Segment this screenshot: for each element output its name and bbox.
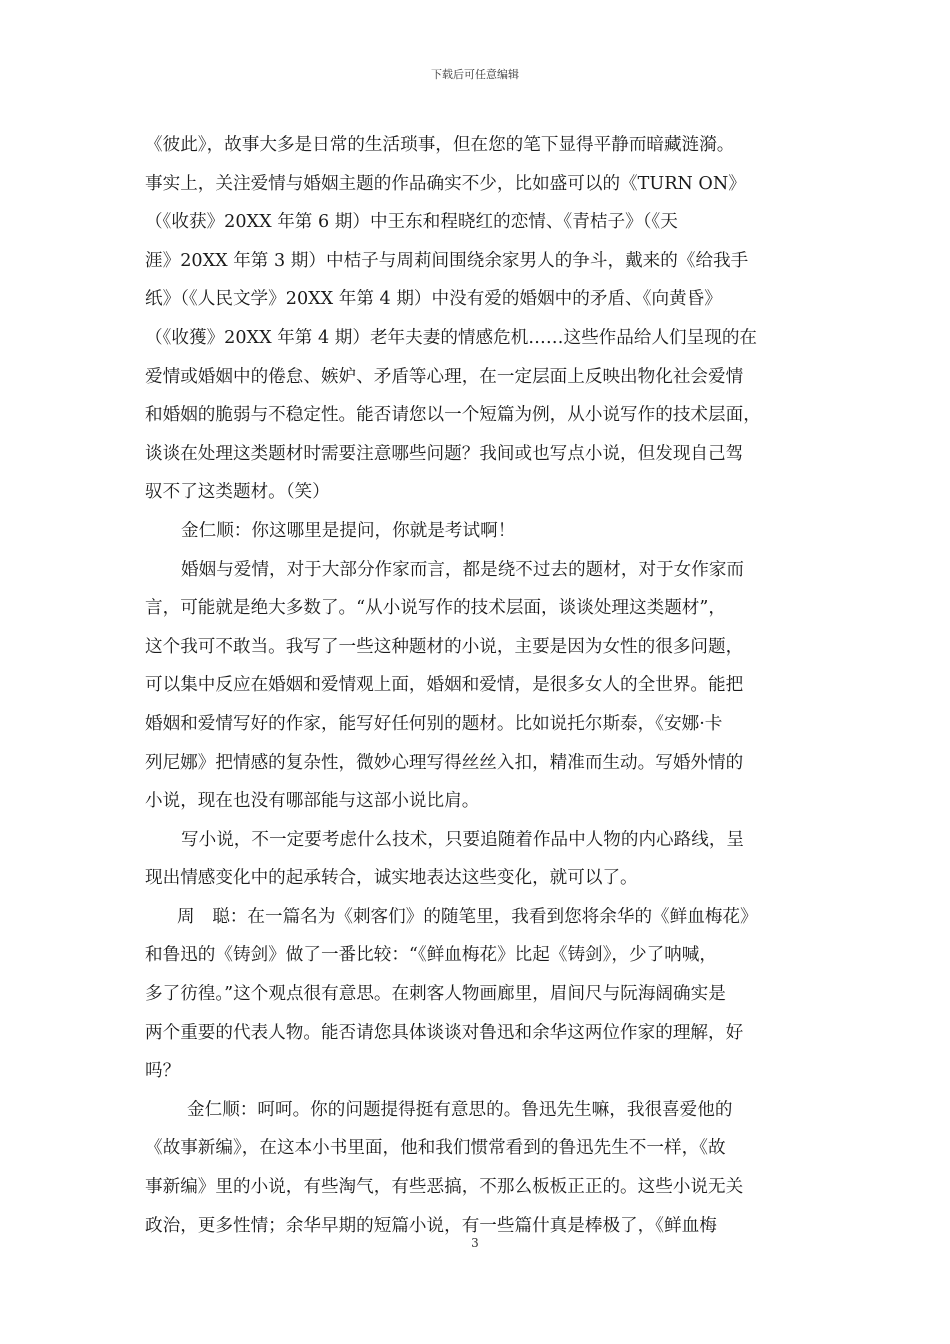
- paragraph-start: 婚姻与爱情，对于大部分作家而言，都是绕不过去的题材，对于女作家而: [181, 559, 745, 580]
- text-line: 谈谈在处理这类题材时需要注意哪些问题？我间或也写点小说，但发现自己驾: [145, 443, 744, 464]
- page-header-note: 下载后可任意编辑: [431, 68, 519, 81]
- speaker-line: 周 聪：在一篇名为《刺客们》的随笔里，我看到您将余华的《鲜血梅花》: [177, 906, 758, 927]
- text-line: 涯》20XX 年第 3 期）中桔子与周莉间围绕余家男人的争斗，戴来的《给我手: [145, 250, 749, 271]
- text-line: （《收獲》20XX 年第 4 期）老年夫妻的情感危机……这些作品给人们呈现的在: [145, 327, 758, 348]
- speaker-line: 金仁顺：你这哪里是提问，你就是考试啊！: [181, 520, 516, 541]
- text-line: 言，可能就是绝大多数了。“从小说写作的技术层面，谈谈处理这类题材”，: [145, 598, 726, 619]
- text-line: 小说，现在也没有哪部能与这部小说比肩。: [145, 791, 480, 812]
- page-number: 3: [471, 1236, 479, 1250]
- text-line: 吗？: [145, 1061, 181, 1082]
- text-line: 爱情或婚姻中的倦怠、嫉妒、矛盾等心理，在一定层面上反映出物化社会爱情: [145, 366, 744, 387]
- text-line: 婚姻和爱情写好的作家，能写好任何别的题材。比如说托尔斯泰，《安娜·卡: [145, 713, 723, 734]
- text-line: 驭不了这类题材。（笑）: [145, 482, 330, 503]
- text-line: 现出情感变化中的起承转合，诚实地表达这些变化，就可以了。: [145, 868, 638, 889]
- document-body: [145, 126, 813, 1245]
- text-line: 《故事新编》，在这本小书里面，他和我们惯常看到的鲁迅先生不一样，《故: [145, 1138, 726, 1159]
- paragraph-start: 写小说，不一定要考虑什么技术，只要追随着作品中人物的内心路线，呈: [181, 829, 745, 850]
- text-line: 和鲁迅的《铸剑》做了一番比较：“《鲜血梅花》比起《铸剑》，少了呐喊，: [145, 945, 717, 966]
- text-line: 《彼此》，故事大多是日常的生活琐事，但在您的笔下显得平静而暗藏涟漪。: [145, 135, 735, 155]
- text-line: 事新编》里的小说，有些淘气，有些恶搞，不那么板板正正的。这些小说无关: [145, 1177, 744, 1198]
- text-line: 列尼娜》把情感的复杂性，微妙心理写得丝丝入扣，精准而生动。写婚外情的: [145, 752, 744, 773]
- text-line: 和婚姻的脆弱与不稳定性。能否请您以一个短篇为例，从小说写作的技术层面，: [145, 405, 761, 426]
- text-line: 多了彷徨。”这个观点很有意思。在刺客人物画廊里，眉间尺与阮海阔确实是: [145, 984, 726, 1005]
- text-line: 这个我可不敢当。我写了一些这种题材的小说，主要是因为女性的很多问题，: [145, 636, 744, 657]
- speaker-line: 金仁顺：呵呵。你的问题提得挺有意思的。鲁迅先生嘛，我很喜爱他的: [187, 1099, 733, 1120]
- text-line: （《收获》20XX 年第 6 期）中王东和程晓红的恋情、《青桔子》（《天: [145, 212, 678, 233]
- text-line: 两个重要的代表人物。能否请您具体谈谈对鲁迅和余华这两位作家的理解，好: [145, 1022, 744, 1043]
- text-line: 事实上，关注爱情与婚姻主题的作品确实不少，比如盛可以的《TURN ON》: [145, 173, 746, 194]
- text-line: 可以集中反应在婚姻和爱情观上面，婚姻和爱情，是很多女人的全世界。能把: [145, 675, 744, 696]
- text-line: 政治，更多性情；余华早期的短篇小说，有一些篇什真是棒极了，《鲜血梅: [145, 1215, 717, 1236]
- text-line: 纸》（《人民文学》20XX 年第 4 期）中没有爱的婚姻中的矛盾、《向黄昏》: [145, 289, 722, 310]
